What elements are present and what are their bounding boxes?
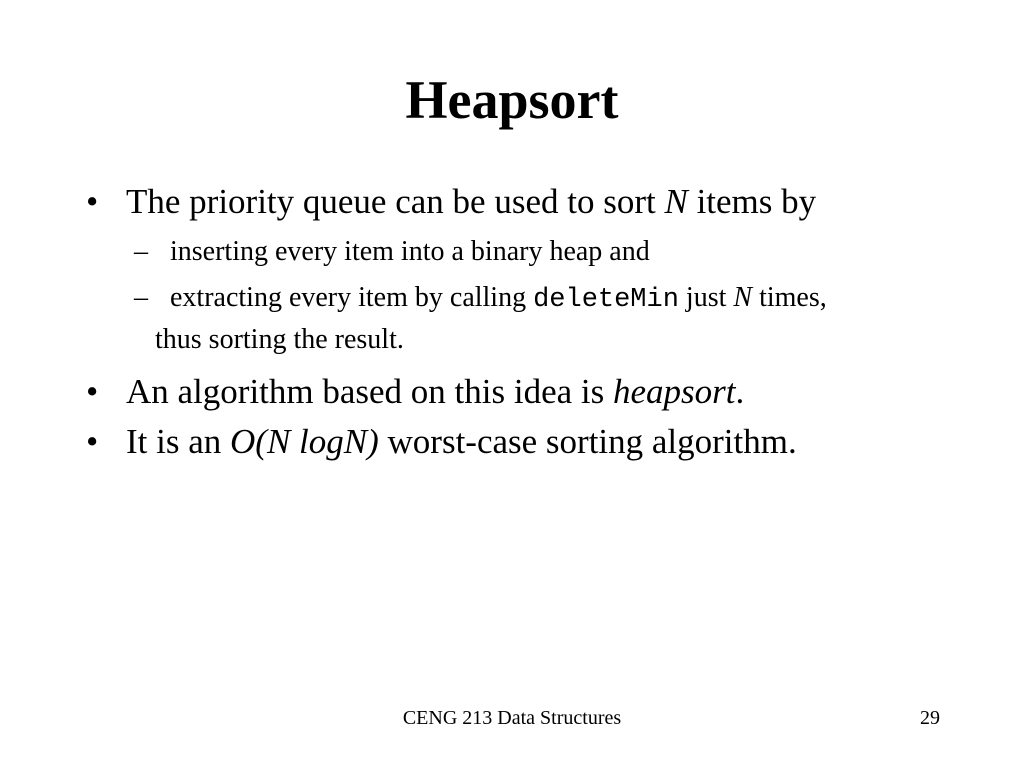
- bullet-text: The priority queue can be used to sort: [126, 182, 665, 221]
- bullet-marker: •: [86, 372, 99, 411]
- footer-course-title: CENG 213 Data Structures: [402, 707, 622, 729]
- sub-bullet-text: inserting every item into a binary heap and: [170, 236, 650, 267]
- bullet-item-2: [86, 370, 986, 414]
- bullet-marker: •: [86, 182, 99, 221]
- sub-bullet-item-2: [86, 278, 900, 360]
- sub-bullet-item-1: [86, 232, 900, 272]
- bullet-item-1: [86, 180, 986, 224]
- sub-bullet-list: [86, 232, 986, 360]
- bullet-item-3: [86, 420, 986, 464]
- footer-page-number: 29: [920, 707, 940, 729]
- bullet-text-italic: O(N logN): [230, 422, 379, 461]
- bullet-text-italic: N: [664, 182, 688, 221]
- slide-content: [86, 180, 986, 464]
- code-term: deleteMin: [533, 285, 679, 315]
- bullet-text: An algorithm based on this idea is: [126, 372, 614, 411]
- bullet-text: worst-case sorting algorithm.: [378, 422, 797, 461]
- sub-bullet-continuation: thus sorting the result.: [155, 324, 404, 355]
- dash-marker: –: [134, 236, 148, 267]
- sub-bullet-text: times,: [752, 282, 827, 313]
- bullet-text: items by: [687, 182, 817, 221]
- bullet-marker: •: [86, 422, 99, 461]
- slide-title: Heapsort: [405, 70, 619, 130]
- dash-marker: –: [134, 282, 148, 313]
- sub-bullet-text: just: [678, 282, 734, 313]
- sub-bullet-text-italic: N: [733, 282, 753, 313]
- bullet-text-italic: heapsort: [613, 372, 736, 411]
- bullet-text: It is an: [126, 422, 231, 461]
- bullet-text: .: [735, 372, 745, 411]
- sub-bullet-text: extracting every item by calling: [170, 282, 534, 313]
